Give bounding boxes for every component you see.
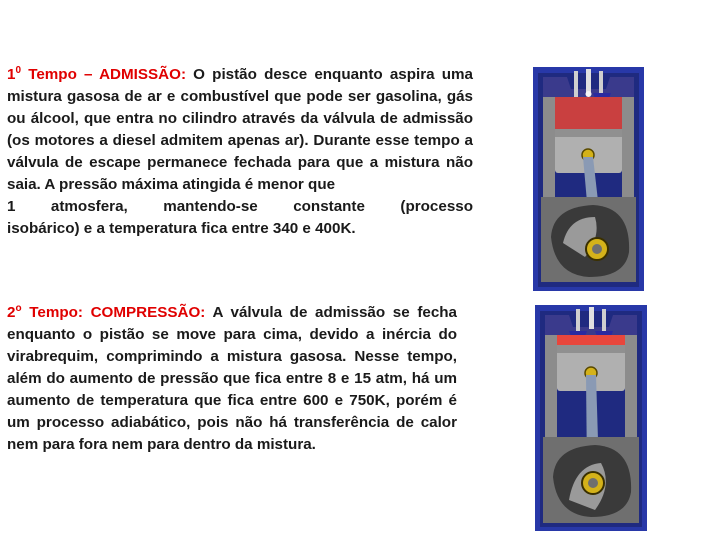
stroke-body-line: 1 atmosfera, mantendo-se constante (processo (7, 198, 473, 215)
compression-stroke-engine-diagram (535, 305, 647, 531)
stroke-number: 2$^o$ (7, 302, 22, 321)
intake-stroke-paragraph (7, 64, 473, 240)
stroke-body: O pistão desce enquanto aspira uma mistura gasosa de ar e combustível que pode ser gasolina, gás ou álcool, que entra no cilindro através da válvula de admissão (os motores a diesel admitem apenas ar). Durante esse tempo a válvula de escape permanece fechada para que a mistura não saia. A pressão máxima atingida é menor que (7, 66, 473, 193)
stroke-body-line: isobárico) e a temperatura fica entre 340 e 400K. (7, 220, 356, 237)
stroke-body: A válvula de admissão se fecha enquanto o pistão se move para cima, devido a inércia do virabrequim, comprimindo a mistura gasosa. Nesse tempo, além do aumento de pressão que fica entre 8 e 15 atm, há um aumento de temperatura que fica entre 600 e 750K, porém é um processo adiabático, pois não há transferência de calor nem para fora nem para dentro da mistura. (7, 304, 457, 453)
stroke-number: $1^0$ (7, 64, 22, 83)
stroke-heading: Tempo – ADMISSÃO: (21, 66, 186, 83)
intake-stroke-engine-diagram (533, 67, 644, 291)
stroke-heading: Tempo: COMPRESSÃO: (21, 304, 206, 321)
compression-stroke-paragraph (7, 302, 457, 456)
